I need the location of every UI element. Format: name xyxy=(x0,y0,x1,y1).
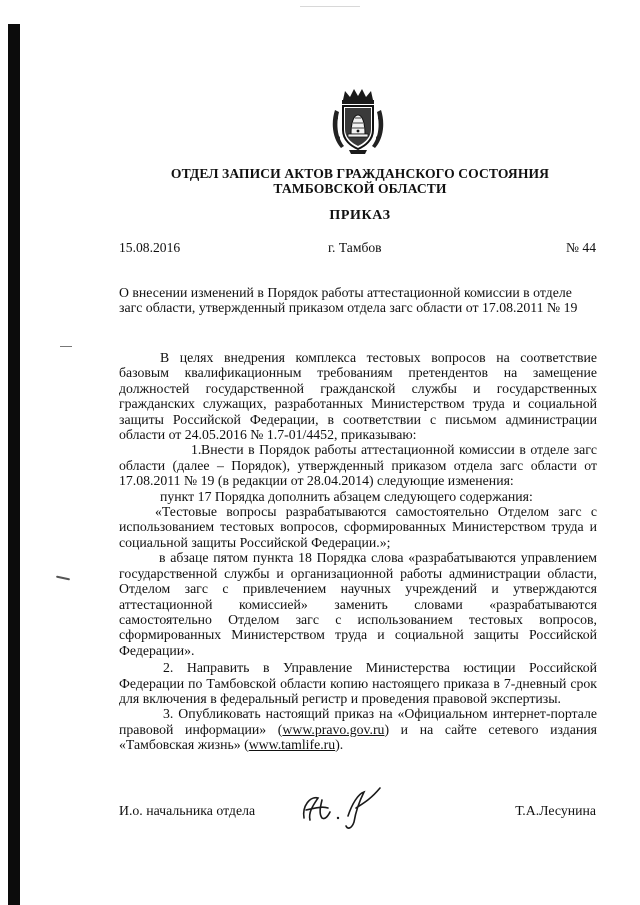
paragraph-quote-17: «Тестовые вопросы разрабатываются самостоятельно Отделом загс с использованием тестовых вопросов, сформированных Министерством труда и социальной защиты Российской Федерации.»; xyxy=(119,504,597,550)
paragraph-item-1 xyxy=(119,442,597,488)
paragraph-item-3 xyxy=(119,706,597,752)
item-1-number: 1. xyxy=(191,442,202,458)
paragraph-item-18: в абзаце пятом пункта 18 Порядка слова «разрабатываются управлением государственной службы и организационной работы администрации области, Отделом загс с привлечением научных учреждений и утверждаются аттестационной комиссией» заменить словами «разрабатываются самостоятельно Отделом загс с использованием тестовых вопросов, сформированных Министерством труда и социальной защиты Российской Федерации». xyxy=(119,550,597,658)
link-tamlife[interactable]: www.tamlife.ru xyxy=(248,737,336,753)
org-name-line-1: ОТДЕЛ ЗАПИСИ АКТОВ ГРАЖДАНСКОГО СОСТОЯНИЯ xyxy=(170,166,550,181)
order-date: 15.08.2016 xyxy=(119,240,181,255)
item-3-text-a: 3. Опубликовать настоящий приказ на «Официальном интернет-портале правовой информации» ( xyxy=(119,706,597,737)
paragraph-preamble: В целях внедрения комплекса тестовых вопросов на соответствие базовым квалификационным требованиям претендентов на замещение должностей государственной гражданской службы и государственных гражданских служащих, разработанных Министерством труда и социальной защиты Российской Федерации, в соответствии с письмом администрации области от 24.05.2016 № 1.7-01/4452, приказываю: xyxy=(119,350,597,443)
item-1-text: Внести в Порядок работы аттестационной комиссии в отделе загс области (далее – Порядок), утвержденный приказом отдела загс области от 17.08.2011 № 19 (в редакции от 28.04.2014) следующие изменения: xyxy=(119,442,597,489)
link-pravo-gov[interactable]: www.pravo.gov.ru xyxy=(282,721,385,737)
org-name-line-2: ТАМБОВСКОЙ ОБЛАСТИ xyxy=(273,181,447,196)
tambov-coat-of-arms-icon xyxy=(329,88,387,156)
order-city: г. Тамбов xyxy=(328,240,382,255)
order-subject: О внесении изменений в Порядок работы аттестационной комиссии в отделе загс области, утвержденный приказом отдела загс области от 17.08.2011 № 19 xyxy=(119,285,578,315)
document-type-title: ПРИКАЗ xyxy=(329,208,391,223)
paragraph-item-17: пункт 17 Порядка дополнить абзацем следующего содержания: xyxy=(160,488,533,504)
scan-mark xyxy=(56,576,70,581)
scan-edge-border xyxy=(8,24,20,905)
paragraph-item-2: 2. Направить в Управление Министерства юстиции Российской Федерации по Тамбовской области копию настоящего приказа в 7-дневный срок для включения в федеральный регистр и проведения правовой экспертизы. xyxy=(119,660,597,706)
handwritten-signature xyxy=(292,782,392,832)
scan-mark xyxy=(60,346,72,347)
item-3-text-b: ) и на сайте сетевого издания «Тамбовская жизнь» ( xyxy=(119,721,597,753)
signer-role: И.о. начальника отдела xyxy=(119,803,256,818)
item-3-text-c: ). xyxy=(335,737,344,753)
scan-mark xyxy=(300,6,360,7)
order-body xyxy=(119,350,597,753)
order-number: № 44 xyxy=(566,240,596,255)
signer-name: Т.А.Лесунина xyxy=(515,803,596,818)
